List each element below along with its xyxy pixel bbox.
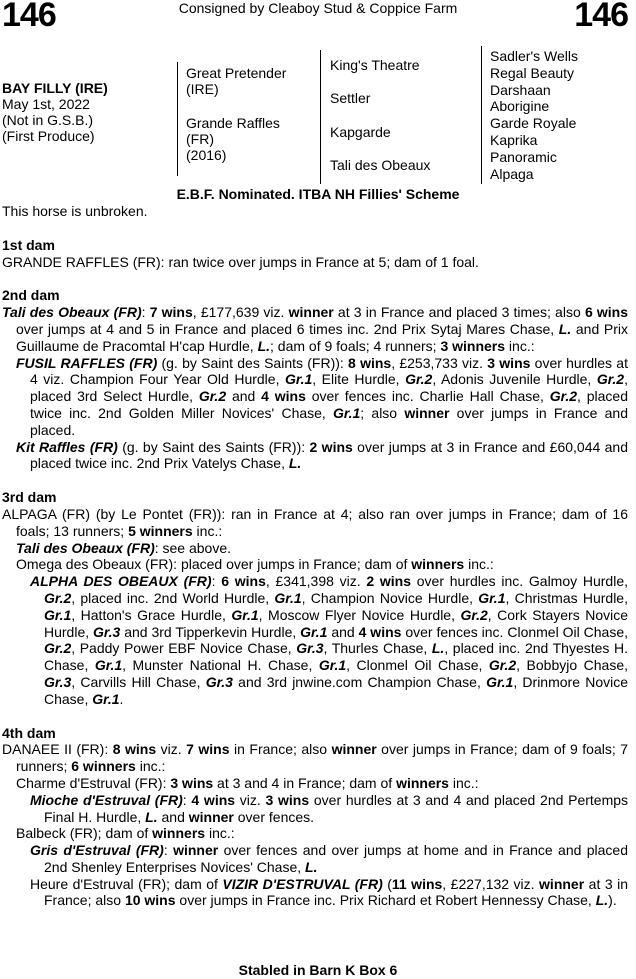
divider-3 [481,46,482,184]
fourth-dam-text: DANAEE II (FR): 8 wins viz. 7 wins in France; also winner over jumps in France; dam of 9 foals; 7 runners; 6 winners inc.: [2,741,629,775]
consignor: Consigned by Cleaboy Stud & Coppice Farm [178,0,458,16]
gsb-note: (Not in G.S.B.) [2,112,94,128]
g3-5: Garde Royale [490,115,577,132]
horse-description [2,80,108,144]
g2-2: Settler [330,90,371,106]
dam-country: (FR) [186,131,214,147]
section-3rd-dam: 3rd dam [2,489,57,506]
third-dam-text: ALPAGA (FR) (by Le Pontet (FR)): ran in France at 4; also ran over jumps in France; dam of 16 foals; 13 runners; 5 winners inc.: [2,505,628,539]
section-4th-dam: 4th dam [2,724,56,741]
section-1st-dam: 1st dam [2,236,55,253]
stabling-note: Stabled in Barn K Box 6 [238,962,398,978]
fusil-raffles-text: FUSIL RAFFLES (FR) (g. by Saint des Saints (FR)): 8 wins, £253,733 viz. 3 wins over hurdles at 4 viz. Champion Four Year Old Hurdle, Gr.1, Elite Hurdle, Gr.2, Adonis Juvenile Hurdle, Gr.2, placed 3rd Select Hurdle, Gr.2 and 4 wins over fences inc. Charlie Hall Chase, Gr.2, placed twice inc. 2nd Golden Miller Novices' Chase, Gr.1; also winner over jumps in France and placed. [16,354,629,438]
second-dam-text: Tali des Obeaux (FR): 7 wins, £177,639 viz. winner at 3 in France and placed 3 times; also 6 wins over jumps at 4 and 5 in France and placed 6 times inc. 2nd Prix Sytaj Mares Chase, L. and Prix Guillaume de Pracomtal H'cap Hurdle, L.; dam of 9 foals; 4 runners; 3 winners inc.: [2,304,629,354]
gris-text: Gris d'Estruval (FR): winner over fences and over jumps at home and in France and placed 2nd Shenley Enterprises Novices' Chase, L. [30,842,629,875]
catalogue-body [2,203,628,909]
g3-7: Panoramic [490,148,557,165]
divider-2 [320,50,321,184]
g3-8: Alpaga [490,165,534,182]
g3-1: Sadler's Wells [490,48,578,64]
charme-text: Charme d'Estruval (FR): 3 wins at 3 and 4 in France; dam of winners inc.: [16,774,479,791]
lot-number-right: 146 [574,0,628,34]
divider-1 [177,62,178,176]
horse-title: BAY FILLY (IRE) [2,80,108,96]
produce-note: (First Produce) [2,128,95,144]
g3-2: Regal Beauty [490,64,575,81]
dam [186,115,280,163]
mioche-text: Mioche d'Estruval (FR): 4 wins viz. 3 wins over hurdles at 3 and 4 and placed 2nd Pertemps Final H. Hurdle, L. and winner over fences. [30,791,629,825]
dam-year: (2016) [186,147,227,163]
g2-1: King's Theatre [330,57,420,73]
nominations: E.B.F. Nominated. ITBA NH Fillies' Scheme [176,186,460,202]
first-dam-text: GRANDE RAFFLES (FR): ran twice over jumps in France at 5; dam of 1 foal. [2,253,479,270]
heure-text: Heure d'Estruval (FR); dam of VIZIR D'ESTRUVAL (FR) (11 wins, £227,132 viz. winner at 3 in France; also 10 wins over jumps in France inc. Prix Richard et Robert Hennessy Chase, L.). [30,875,628,909]
g3-3: Darshaan [490,81,551,98]
omega-text: Omega des Obeaux (FR): placed over jumps in France; dam of winners inc.: [16,556,494,573]
balbeck-text: Balbeck (FR); dam of winners inc.: [16,825,235,842]
unbroken-note: This horse is unbroken. [2,203,148,219]
tali-see-above: Tali des Obeaux (FR): see above. [16,539,232,556]
g3-4: Aborigine [490,98,550,115]
pedigree-table [0,46,636,184]
section-2nd-dam: 2nd dam [2,287,60,304]
lot-number-left: 146 [2,0,56,34]
sire-country: (IRE) [186,81,219,97]
foaling-date: May 1st, 2022 [2,96,90,112]
g2-3: Kapgarde [330,124,391,140]
sire-name: Great Pretender [186,65,287,81]
alpha-des-obeaux-text: ALPHA DES OBEAUX (FR): 6 wins, £341,398 viz. 2 wins over hurdles inc. Galmoy Hurdle, Gr.2, placed inc. 2nd World Hurdle, Gr.1, Champion Novice Hurdle, Gr.1, Christmas Hurdle, Gr.1, Hatton's Grace Hurdle, Gr.1, Moscow Flyer Novice Hurdle, Gr.2, Cork Stayers Novice Hurdle, Gr.3 and 3rd Tipperkevin Hurdle, Gr.1 and 4 wins over fences inc. Clonmel Oil Chase, Gr.2, Paddy Power EBF Novice Chase, Gr.3, Thurles Chase, L., placed inc. 2nd Thyestes H. Chase, Gr.1, Munster National H. Chase, Gr.1, Clonmel Oil Chase, Gr.2, Bobbyjo Chase, Gr.3, Carvills Hill Chase, Gr.3 and 3rd jnwine.com Champion Chase, Gr.1, Drinmore Novice Chase, Gr.1. [30,573,629,707]
dam-name: Grande Raffles [186,115,280,131]
g3-list [490,48,578,182]
kit-raffles-text: Kit Raffles (FR) (g. by Saint des Saints (FR)): 2 wins over jumps at 3 in France and £60,044 and placed twice inc. 2nd Prix Vatelys Chase, L. [16,438,628,472]
g3-6: Kaprika [490,131,538,148]
g2-4: Tali des Obeaux [330,157,431,173]
sire [186,65,286,97]
